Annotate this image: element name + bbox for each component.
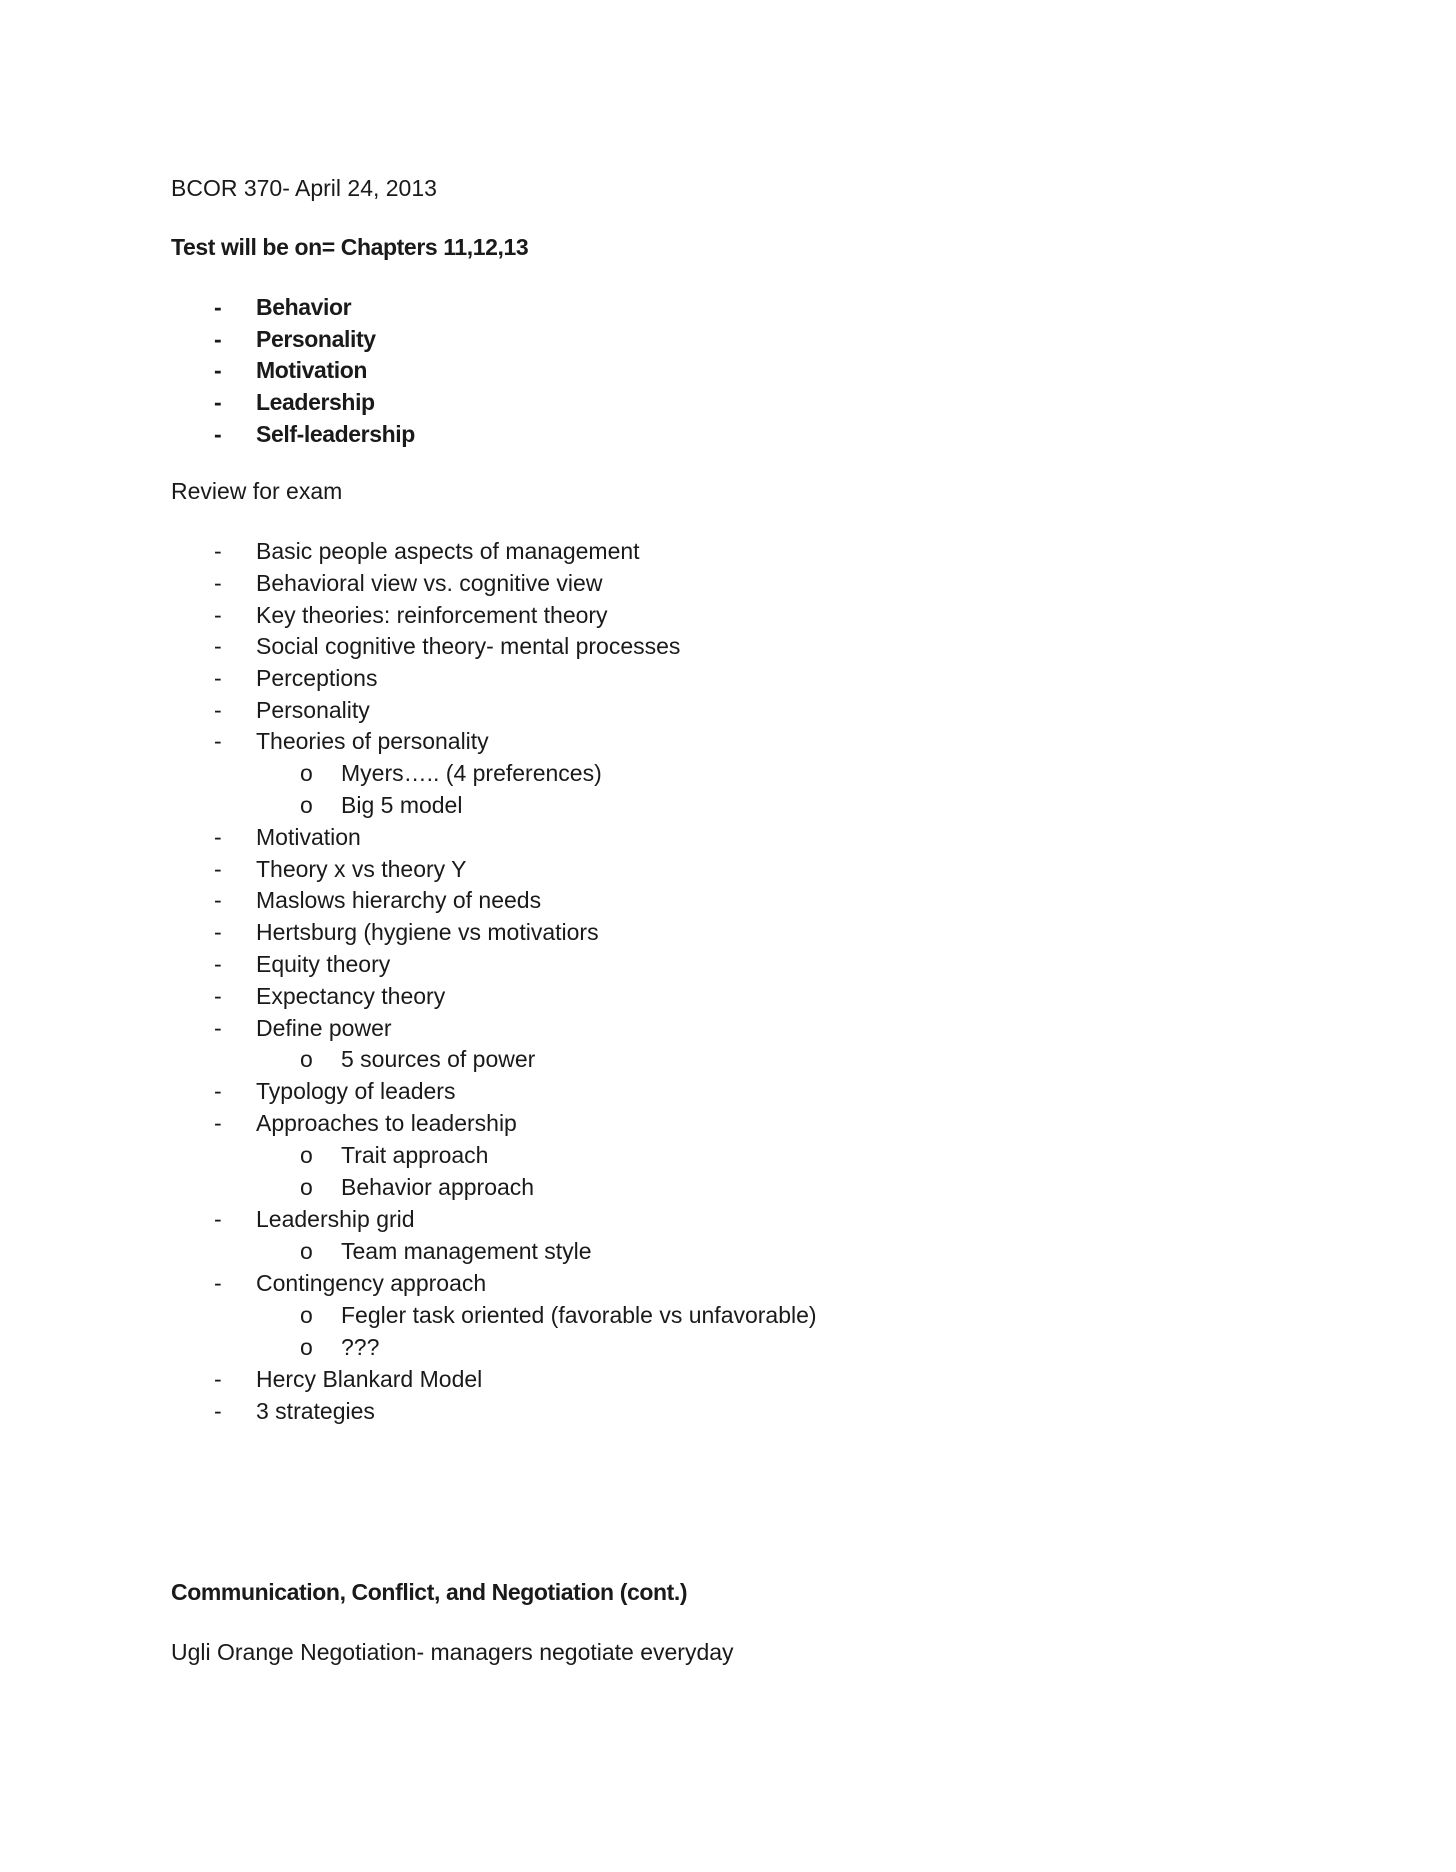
list-bullet: - xyxy=(214,1110,222,1136)
list-item: Equity theory xyxy=(256,951,391,977)
list-bullet: - xyxy=(214,1398,222,1424)
list-bullet: - xyxy=(214,1270,222,1296)
list-item: Perceptions xyxy=(256,665,378,691)
test-chapters-line: Test will be on= Chapters 11,12,13 xyxy=(171,234,529,260)
sub-list-item: Fegler task oriented (favorable vs unfavorable) xyxy=(341,1302,817,1328)
review-heading: Review for exam xyxy=(171,478,343,504)
sub-list-bullet: o xyxy=(300,1046,313,1072)
list-bullet: - xyxy=(214,1206,222,1232)
sub-list-bullet: o xyxy=(300,760,313,786)
sub-list-bullet: o xyxy=(300,1142,313,1168)
list-item: Basic people aspects of management xyxy=(256,538,640,564)
list-item: Behavior xyxy=(256,294,352,320)
sub-list-item: Trait approach xyxy=(341,1142,489,1168)
list-bullet: - xyxy=(214,1366,222,1392)
list-bullet: - xyxy=(214,389,222,415)
list-bullet: - xyxy=(214,919,222,945)
list-item: Theory x vs theory Y xyxy=(256,856,467,882)
list-item: Motivation xyxy=(256,357,367,383)
list-bullet: - xyxy=(214,602,222,628)
list-bullet: - xyxy=(214,1015,222,1041)
list-item: Hertsburg (hygiene vs motivatiors xyxy=(256,919,599,945)
list-bullet: - xyxy=(214,697,222,723)
list-bullet: - xyxy=(214,728,222,754)
sub-list-item: Big 5 model xyxy=(341,792,463,818)
list-bullet: - xyxy=(214,665,222,691)
list-item: Personality xyxy=(256,326,376,352)
list-item: Expectancy theory xyxy=(256,983,446,1009)
list-bullet: - xyxy=(214,326,222,352)
section-heading: Communication, Conflict, and Negotiation (cont.) xyxy=(171,1579,688,1605)
sub-list-bullet: o xyxy=(300,1334,313,1360)
list-bullet: - xyxy=(214,983,222,1009)
list-bullet: - xyxy=(214,951,222,977)
list-item: Typology of leaders xyxy=(256,1078,456,1104)
sub-list-bullet: o xyxy=(300,1238,313,1264)
list-bullet: - xyxy=(214,294,222,320)
list-item: Leadership xyxy=(256,389,375,415)
list-item: Approaches to leadership xyxy=(256,1110,517,1136)
list-bullet: - xyxy=(214,633,222,659)
sub-list-item: ??? xyxy=(341,1334,380,1360)
list-bullet: - xyxy=(214,887,222,913)
list-item: Define power xyxy=(256,1015,392,1041)
list-bullet: - xyxy=(214,824,222,850)
list-item: Contingency approach xyxy=(256,1270,487,1296)
list-item: Maslows hierarchy of needs xyxy=(256,887,542,913)
sub-list-item: Team management style xyxy=(341,1238,592,1264)
list-item: 3 strategies xyxy=(256,1398,375,1424)
list-bullet: - xyxy=(214,421,222,447)
list-item: Key theories: reinforcement theory xyxy=(256,602,608,628)
list-item: Hercy Blankard Model xyxy=(256,1366,483,1392)
section-body-text: Ugli Orange Negotiation- managers negotiate everyday xyxy=(171,1639,734,1665)
sub-list-item: 5 sources of power xyxy=(341,1046,536,1072)
list-bullet: - xyxy=(214,1078,222,1104)
list-item: Motivation xyxy=(256,824,361,850)
sub-list-bullet: o xyxy=(300,1302,313,1328)
course-date-line: BCOR 370- April 24, 2013 xyxy=(171,175,437,201)
list-bullet: - xyxy=(214,538,222,564)
sub-list-item: Myers….. (4 preferences) xyxy=(341,760,602,786)
list-item: Leadership grid xyxy=(256,1206,415,1232)
list-bullet: - xyxy=(214,570,222,596)
list-bullet: - xyxy=(214,856,222,882)
sub-list-bullet: o xyxy=(300,792,313,818)
list-item: Social cognitive theory- mental processes xyxy=(256,633,681,659)
list-item: Theories of personality xyxy=(256,728,489,754)
list-item: Personality xyxy=(256,697,370,723)
sub-list-bullet: o xyxy=(300,1174,313,1200)
list-item: Self-leadership xyxy=(256,421,415,447)
list-item: Behavioral view vs. cognitive view xyxy=(256,570,603,596)
sub-list-item: Behavior approach xyxy=(341,1174,535,1200)
list-bullet: - xyxy=(214,357,222,383)
